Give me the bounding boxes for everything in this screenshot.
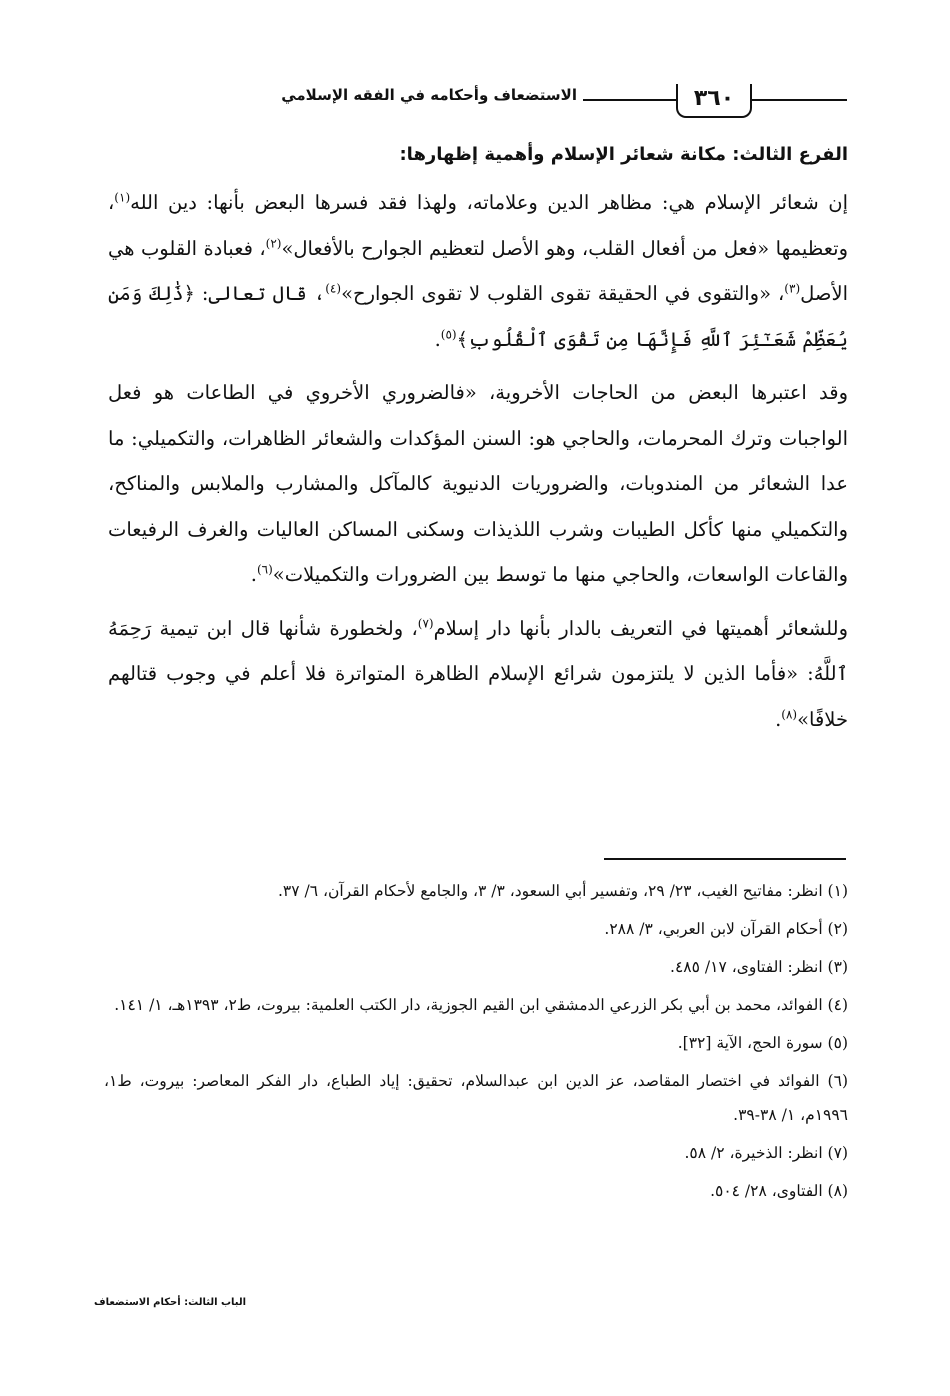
footnote: (٨) الفتاوى، ٢٨/ ٥٠٤.: [710, 1182, 848, 1200]
header-rule: [583, 99, 678, 101]
page-header: [105, 78, 847, 122]
paragraph-text: وقد اعتبرها البعض من الحاجات الأخروية، «فالضروري الأخروي في الطاعات هو فعل الواجبات وترك المحرمات، والحاجي هو: السنن المؤكدات والشعائر الظاهرات، والتكميلي: ما عدا الشعائر من المندوبات، والضروريات الدنيوية كالمآكل والمشارب والملابس والمناكح، والتكميلي منها كأكل الطيبات وشرب اللذيذات وسكنى المساكن العاليات والغرف الرفيعات والقاعات الواسعات، والحاجي منها ما توسط بين الضرورات والتكميلات»: [108, 381, 848, 586]
paragraph-text: .: [250, 563, 257, 586]
footnote: (٤) الفوائد، محمد بن أبي بكر الزرعي الدمشقي ابن القيم الجوزية، دار الكتب العلمية: بيروت، ط٢، ١٣٩٣هـ، ١/ ١٤١.: [114, 996, 848, 1014]
footnote-ref[interactable]: (١): [114, 190, 131, 205]
page-footer: الباب الثالث: أحكام الاستضعاف: [94, 1297, 247, 1308]
paragraph: [108, 180, 848, 362]
footnote: (٦) الفوائد في اختصار المقاصد، عز الدين ابن عبدالسلام، تحقيق: إياد الطباع، دار الفكر المعاصر: بيروت، ط١، ١٩٩٦م، ١/ ٣٨-٣٩.: [104, 1072, 848, 1124]
paragraph: [108, 606, 848, 743]
footnote: (٢) أحكام القرآن لابن العربي، ٣/ ٢٨٨.: [604, 920, 848, 938]
paragraph-text: ، فعبادة القلوب هي الأصل: [108, 236, 848, 305]
paragraph-text: .: [434, 327, 441, 351]
footnote-ref[interactable]: (٦): [256, 562, 273, 577]
footnote: (٧) انظر: الذخيرة، ٢/ ٥٨.: [684, 1144, 848, 1162]
section-heading: الفرع الثالث: مكانة شعائر الإسلام وأهمية إظهارها:: [399, 144, 848, 165]
paragraph-text: إن شعائر الإسلام هي: مظاهر الدين وعلاماته، ولهذا فقد فسرها البعض بأنها: دين الله: [130, 191, 848, 214]
footnote: (٥) سورة الحج، الآية [٣٢].: [677, 1034, 848, 1052]
footnote-ref[interactable]: (٢): [265, 236, 282, 250]
footnote-divider: [604, 858, 846, 860]
footnote-ref[interactable]: (٣): [784, 281, 801, 296]
quran-verse: ، قال تعالى: ﴿ذَٰلِكَ وَمَن يُعَظِّمْ شَعَـٰٓئِرَ ٱللَّهِ فَإِنَّهَا مِن تَقْوَى ٱلْقُلُوبِ﴾: [108, 282, 848, 351]
paragraph-text: ، وتعظيمها «فعل من أفعال القلب، وهو الأصل لتعظيم الجوارح بالأفعال»: [108, 191, 848, 260]
footnote: (٣) انظر: الفتاوى، ١٧/ ٤٨٥.: [670, 958, 848, 976]
paragraph-text: .: [775, 707, 782, 731]
footnote-ref[interactable]: (٥): [440, 327, 457, 341]
paragraph-text: ، «والتقوى في الحقيقة تقوى القلوب لا تقوى الجوارح»: [341, 282, 785, 305]
footnotes: [104, 874, 848, 1212]
header-rule: [752, 99, 847, 101]
footnote-ref[interactable]: (٧): [417, 616, 434, 630]
paragraph-text: ، ولخطورة شأنها قال ابن تيمية رَحِمَهُ ٱللَّهُ: «فأما الذين لا يلتزمون شرائع الإسلام الظاهرة المتواترة فلا أعلم في وجوب قتالهم خلافًا»: [108, 616, 848, 731]
paragraph: [108, 370, 848, 598]
running-title: الاستضعاف وأحكامه في الفقه الإسلامي: [281, 86, 577, 104]
page-number: ٣٦٠: [676, 84, 752, 118]
main-text: [108, 138, 848, 750]
paragraph-text: وللشعائر أهميتها في التعريف بالدار بأنها دار إسلام: [433, 616, 848, 640]
footnote-ref[interactable]: (٨): [781, 707, 798, 721]
footnote-ref[interactable]: (٤): [325, 281, 342, 296]
footnote: (١) انظر: مفاتيح الغيب، ٢٣/ ٢٩، وتفسير أبي السعود، ٣/ ٣، والجامع لأحكام القرآن، ٦/ ٣٧.: [277, 882, 848, 900]
